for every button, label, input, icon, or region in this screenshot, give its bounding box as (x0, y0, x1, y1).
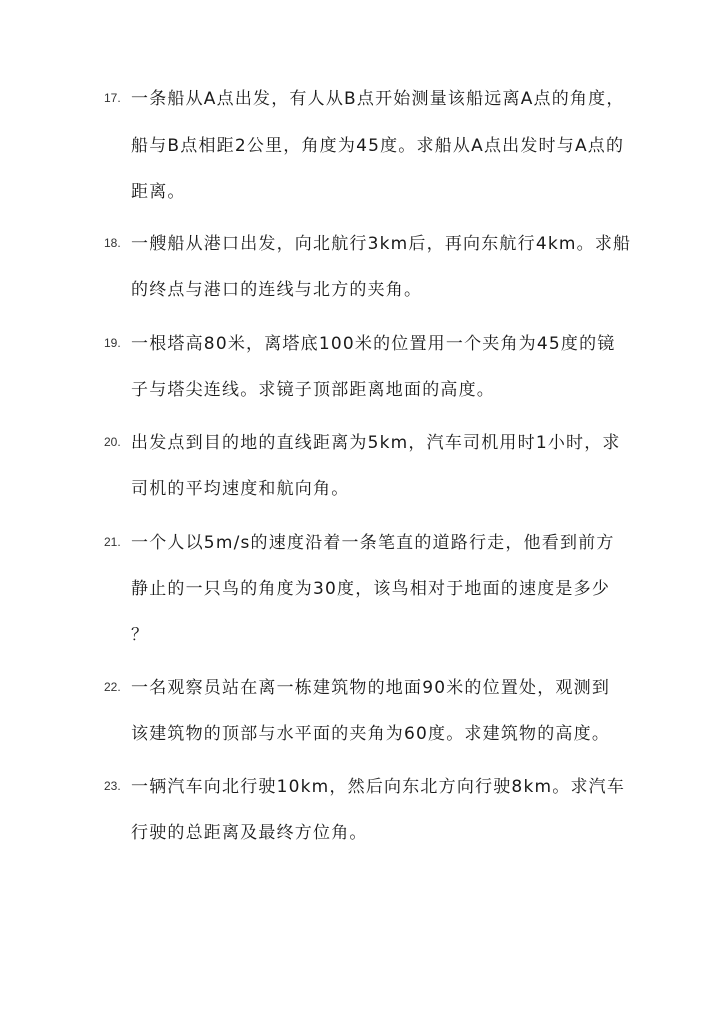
problem-text-line: 一个人以5m/s的速度沿着一条笔直的道路行走，他看到前方 (131, 533, 615, 553)
problem-text-line: 司机的平均速度和航向角。 (131, 479, 350, 499)
problem-text-line: 的终点与港口的连线与北方的夹角。 (131, 280, 423, 300)
problem-text-line: 行驶的总距离及最终方位角。 (131, 823, 368, 843)
problem-text-line: ？ (131, 625, 150, 645)
problem-text-line: 一艘船从港口出发，向北航行3km后，再向东航行4km。求船 (131, 234, 632, 254)
problem-text-line: 一辆汽车向北行驶10km，然后向东北方向行驶8km。求汽车 (131, 777, 626, 797)
problem-number: 18. (104, 236, 121, 250)
problem-number: 17. (104, 91, 121, 105)
problem-number: 23. (104, 779, 121, 793)
problem-text-line: 船与B点相距2公里，角度为45度。求船从A点出发时与A点的 (131, 136, 625, 156)
problem-text-line: 一根塔高80米，离塔底100米的位置用一个夹角为45度的镜 (131, 334, 616, 354)
problem-text-line: 一条船从A点出发，有人从B点开始测量该船远离A点的角度， (131, 89, 625, 109)
problem-number: 21. (104, 535, 121, 549)
problem-text-line: 该建筑物的顶部与水平面的夹角为60度。求建筑物的高度。 (131, 724, 611, 744)
problem-text-line: 出发点到目的地的直线距离为5km，汽车司机用时1小时，求 (131, 433, 621, 453)
problem-number: 19. (104, 336, 121, 350)
problem-text-line: 静止的一只鸟的角度为30度，该鸟相对于地面的速度是多少 (131, 579, 611, 599)
problem-text-line: 距离。 (131, 182, 186, 202)
problem-text-line: 子与塔尖连线。求镜子顶部距离地面的高度。 (131, 380, 495, 400)
problem-text-line: 一名观察员站在离一栋建筑物的地面90米的位置处，观测到 (131, 678, 611, 698)
problem-number: 22. (104, 680, 121, 694)
problem-number: 20. (104, 435, 121, 449)
